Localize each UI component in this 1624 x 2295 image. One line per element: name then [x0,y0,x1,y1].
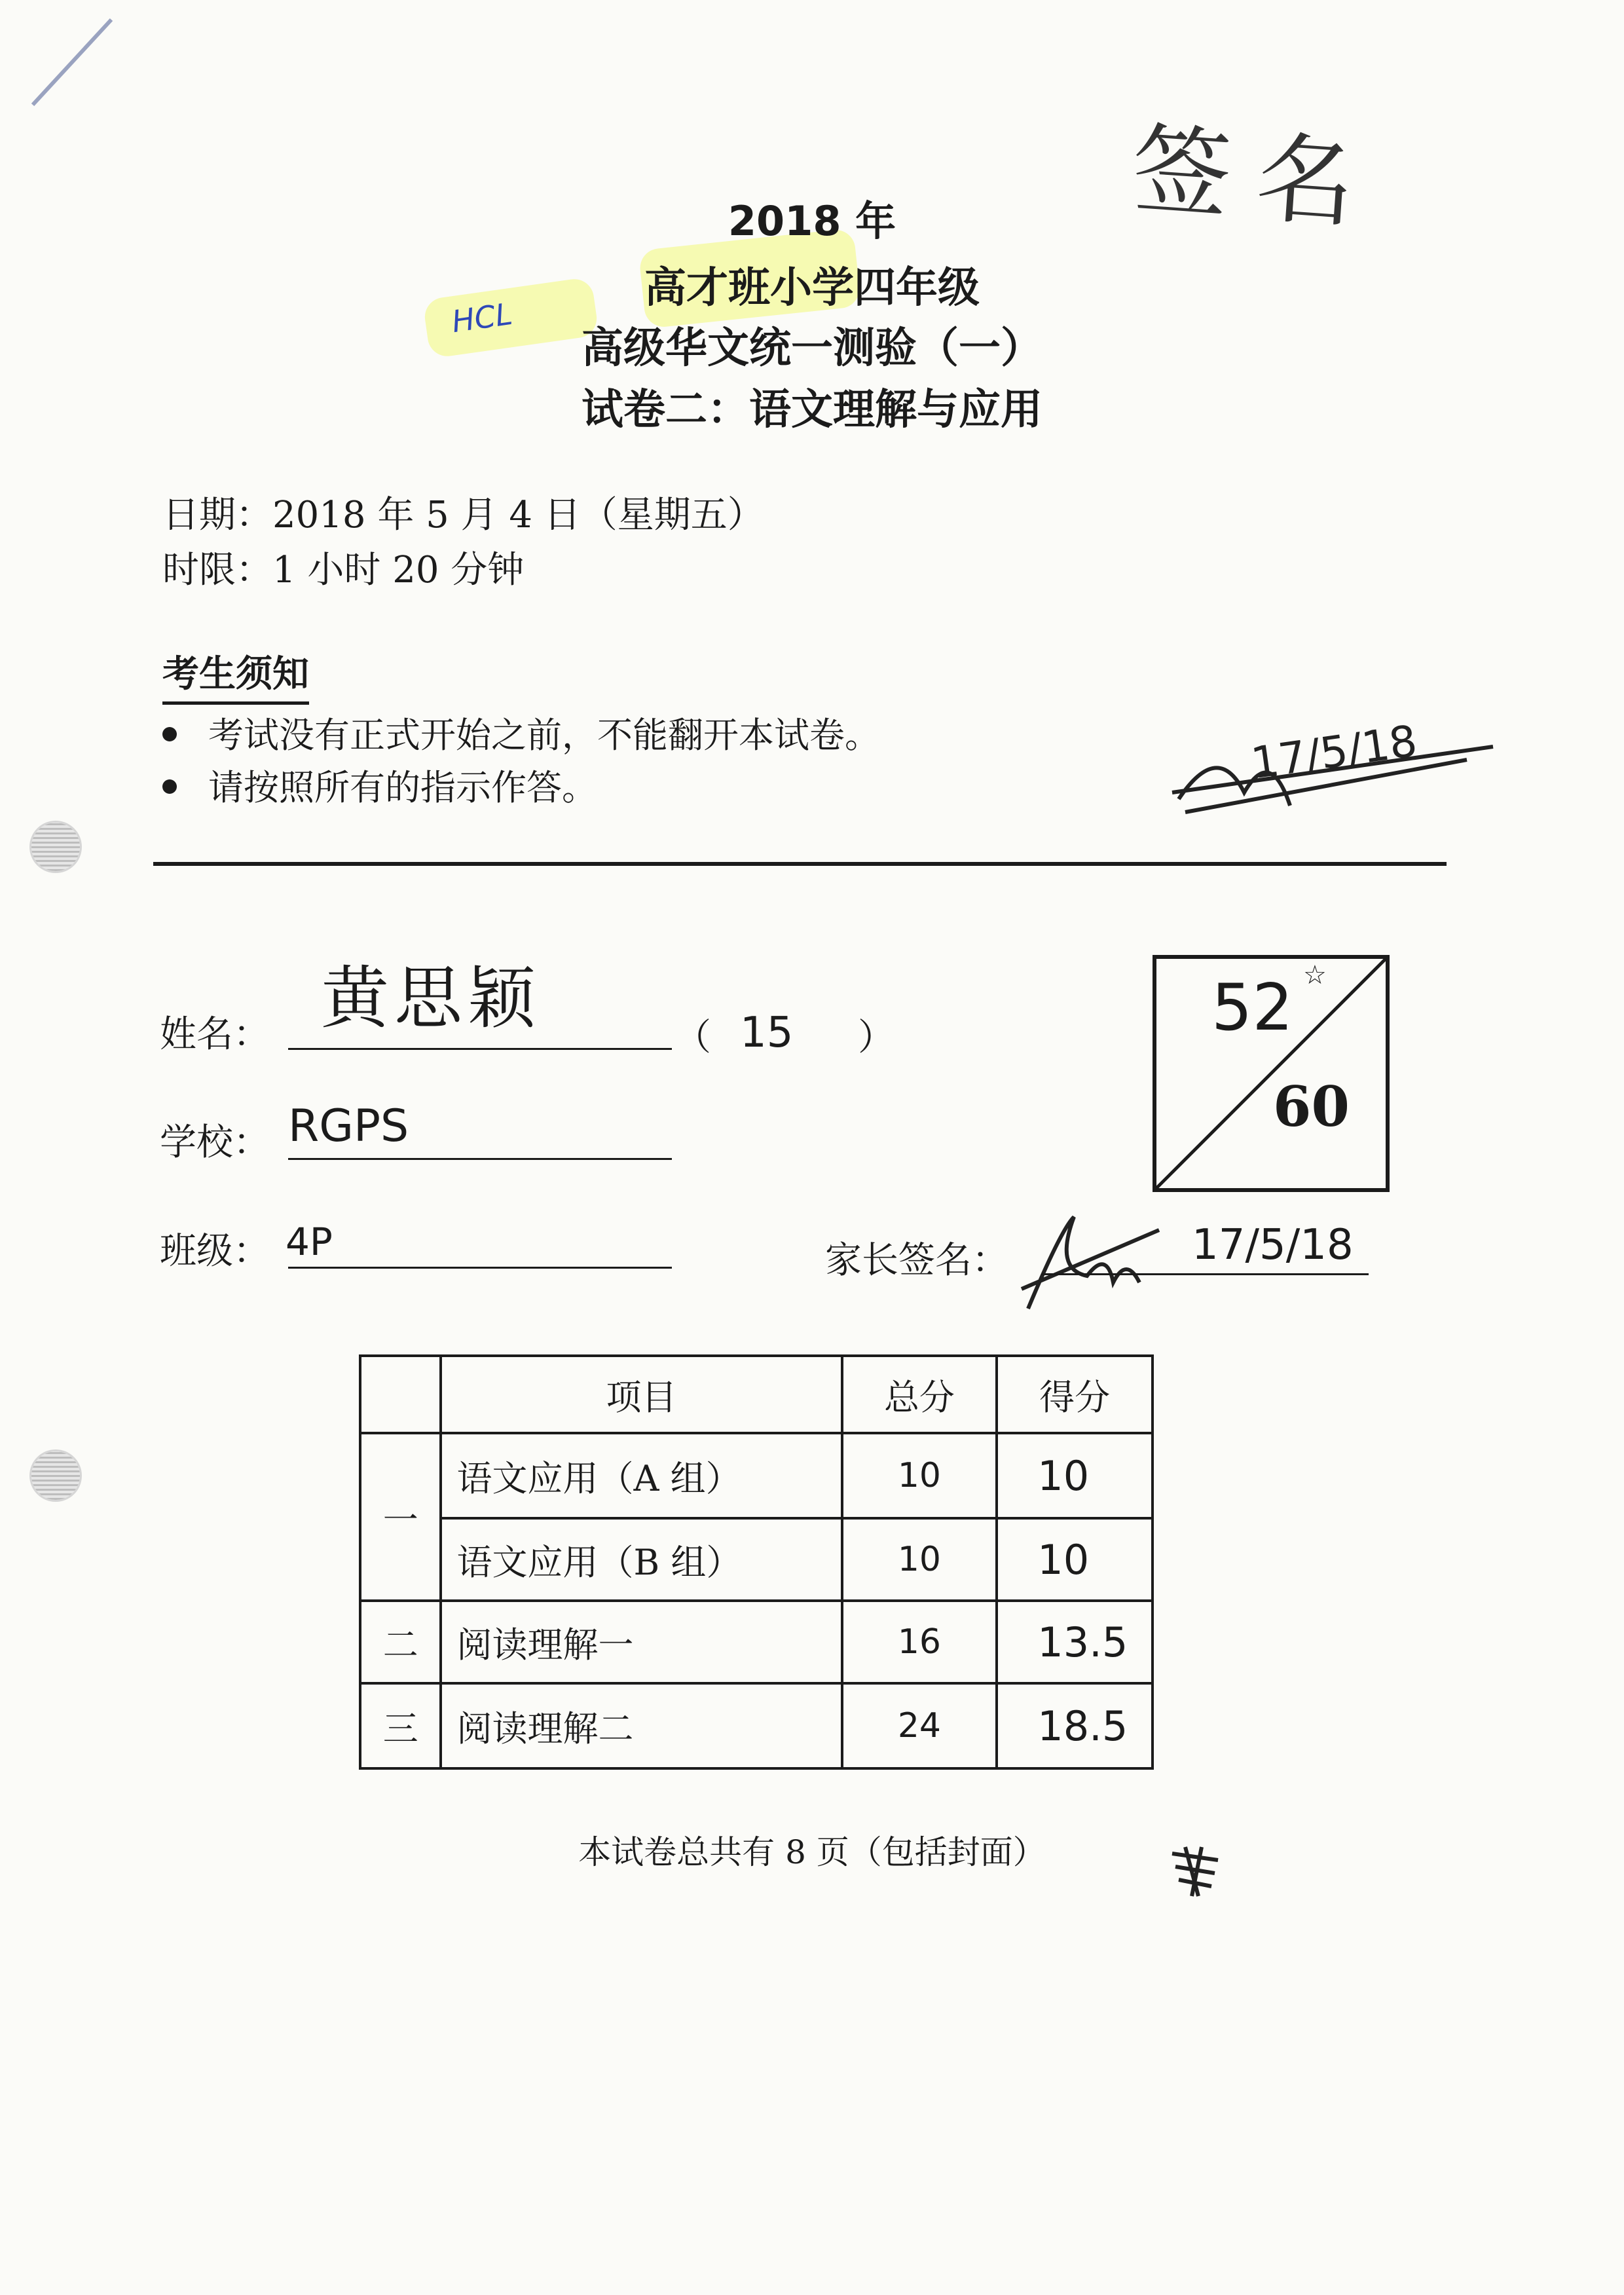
item-cell: 阅读理解一 [441,1601,841,1683]
instruction-text: 请按照所有的指示作答。 [208,767,597,808]
class-value: 4P [286,1220,333,1264]
handwritten-note-signature: 签名 [1128,112,1385,244]
table-header-cell: 项目 [441,1356,841,1433]
scribble-mark [1166,1840,1225,1899]
instruction-item [162,707,880,758]
name-label: 姓名： [160,1013,270,1056]
punch-hole [31,823,80,871]
item-cell: 语文应用（A 组） [441,1433,841,1518]
bullet-icon [162,779,177,794]
score-cell: 10 [997,1518,1153,1601]
page-count-note: 本试卷总共有 8 页（包括封面） [578,1833,1046,1871]
score-cell: 18.5 [997,1683,1153,1768]
item-cell: 阅读理解二 [441,1683,841,1768]
total-cell: 24 [842,1683,997,1768]
class-number: 15 [740,1009,794,1057]
table-row [360,1683,1153,1768]
name-value: 黄思颖 [321,958,542,1038]
instructions-heading: 考生须知 [162,645,309,705]
table-row [360,1518,1153,1601]
exam-duration: 时限：1 小时 20 分钟 [162,549,525,591]
pen-stroke-mark [26,13,118,111]
score-cell: 13.5 [997,1601,1153,1683]
total-cell: 16 [842,1601,997,1683]
school-label: 学校： [160,1121,270,1164]
score-star-mark: ☆ [1303,960,1327,990]
exam-class-title: 高才班小学四年级 [644,263,980,312]
section-cell: 二 [360,1601,441,1683]
score-cell: 10 [997,1433,1153,1518]
school-field-line [288,1158,672,1160]
class-field-line [288,1267,672,1269]
table-row [360,1433,1153,1518]
table-header-cell: 得分 [997,1356,1153,1433]
class-label: 班级： [160,1230,270,1273]
score-obtained: 52 [1211,971,1293,1045]
total-cell: 10 [842,1518,997,1601]
instruction-item [162,760,597,810]
table-row [360,1601,1153,1683]
item-cell: 语文应用（B 组） [441,1518,841,1601]
table-header-row [360,1356,1153,1433]
class-no-open-paren: （ [674,1017,711,1059]
table-header-cell: 总分 [842,1356,997,1433]
crossed-out-date: 17/5/18 [1247,715,1420,789]
score-total: 60 [1273,1074,1350,1139]
margin-note: HCL [449,295,515,340]
section-divider [153,862,1447,866]
punch-hole [31,1451,80,1500]
parent-signature-line [1041,1273,1369,1275]
exam-title: 高级华文统一测验（一） [581,324,1043,373]
school-value: RGPS [288,1100,409,1152]
bullet-icon [162,727,177,741]
scribble-mark [1166,720,1506,832]
exam-year: 2018 年 [728,197,896,245]
score-table [359,1354,1154,1770]
section-cell: 三 [360,1683,441,1768]
table-header-cell [360,1356,441,1433]
class-no-close-paren: ） [858,1017,895,1059]
parent-signature-date: 17/5/18 [1192,1221,1354,1269]
exam-date: 日期：2018 年 5 月 4 日（星期五） [162,494,764,536]
section-cell: 一 [360,1433,441,1601]
parent-signature-label: 家长签名： [825,1239,1008,1282]
parent-signature-scribble [1015,1191,1185,1322]
instruction-text: 考试没有正式开始之前，不能翻开本试卷。 [208,715,880,756]
total-cell: 10 [842,1433,997,1518]
paper-title: 试卷二：语文理解与应用 [581,385,1043,434]
name-field-line [288,1048,672,1050]
